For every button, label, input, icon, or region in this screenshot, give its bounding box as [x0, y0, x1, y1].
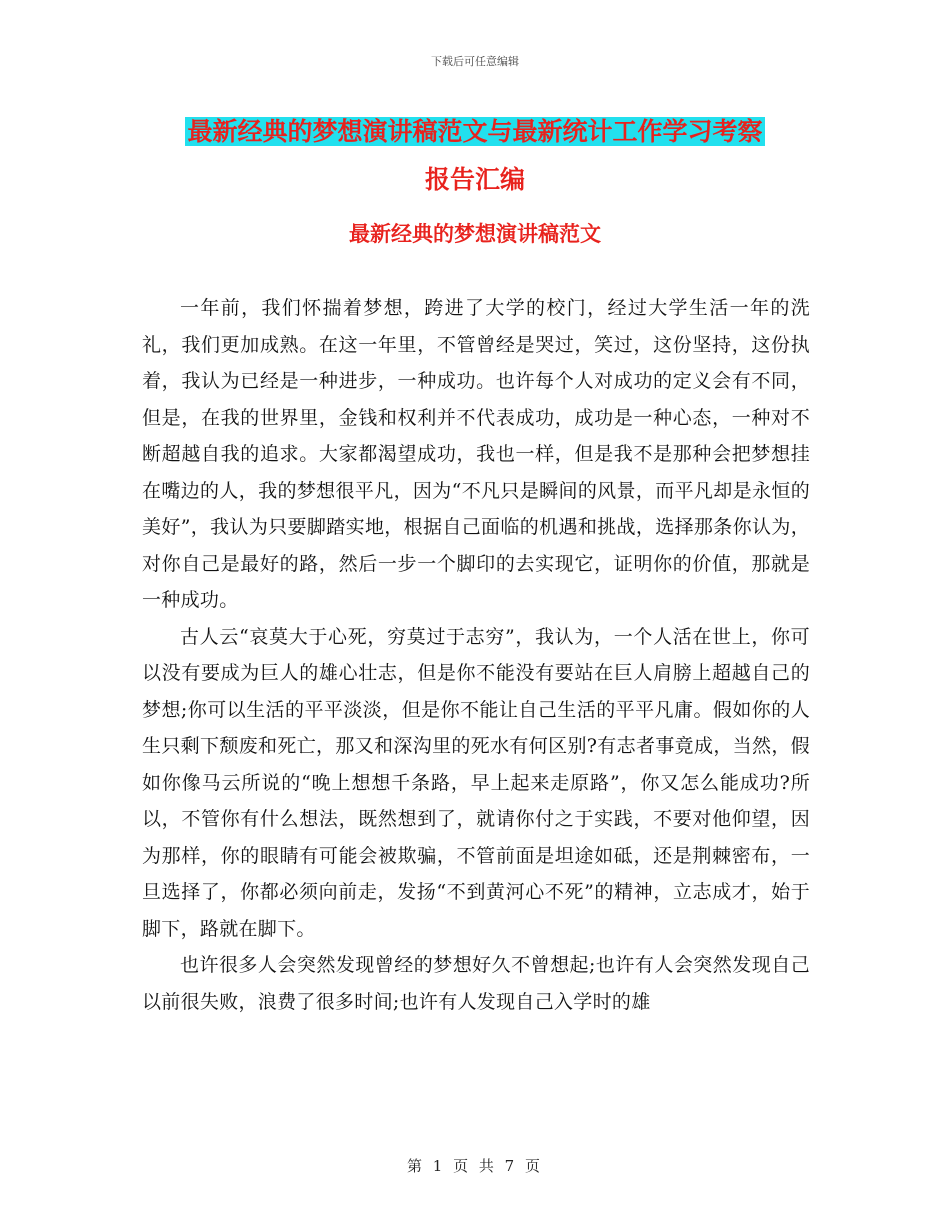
document-title-line2: 报告汇编 — [424, 165, 525, 194]
header-note: 下载后可任意编辑 — [431, 55, 519, 68]
paragraph: 古人云“哀莫大于心死，穷莫过于志穷”，我认为，一个人活在世上，你可以没有要成为巨人的雄心壮志，但是你不能没有要站在巨人肩膀上超越自己的梦想;你可以生活的平平淡淡，但是你不能让自己生活的平平凡庸。假如你的人生只剩下颓废和死亡，那又和深沟里的死水有何区别?有志者事竟成，当然，假如你像马云所说的“晚上想想千条路，早上起来走原路”，你又怎么能成功?所以，不管你有什么想法，既然想到了，就请你付之于实践，不要对他仰望，因为那样，你的眼睛有可能会被欺骗，不管前面是坦途如砥，还是荆棘密布，一旦选择了，你都必须向前走，发扬“不到黄河心不死”的精神，立志成才，始于脚下，路就在脚下。 — [142, 625, 810, 940]
paragraph: 一年前，我们怀揣着梦想，跨进了大学的校门，经过大学生活一年的洗礼，我们更加成熟。在这一年里，不管曾经是哭过，笑过，这份坚持，这份执着，我认为已经是一种进步，一种成功。也许每个人对成功的定义会有不同，但是，在我的世界里，金钱和权利并不代表成功，成功是一种心态，一种对不断超越自我的追求。大家都渴望成功，我也一样，但是我不是那种会把梦想挂在嘴边的人，我的梦想很平凡，因为“不凡只是瞬间的风景，而平凡却是永恒的美好”，我认为只要脚踏实地，根据自己面临的机遇和挑战，选择那条你认为，对你自己是最好的路，然后一步一个脚印的去实现它，证明你的价值，那就是一种成功。 — [142, 297, 810, 611]
document-title-line1: 最新经典的梦想演讲稿范文与最新统计工作学习考察 — [187, 117, 763, 146]
paragraph: 也许很多人会突然发现曾经的梦想好久不曾想起;也许有人会突然发现自己以前很失败，浪费了很多时间;也许有人发现自己入学时的雄 — [142, 954, 810, 1013]
section-title: 最新经典的梦想演讲稿范文 — [349, 221, 601, 246]
body-text — [142, 290, 810, 1020]
document-title — [140, 108, 810, 204]
page-footer: 第 1 页 共 7 页 — [407, 1157, 543, 1175]
